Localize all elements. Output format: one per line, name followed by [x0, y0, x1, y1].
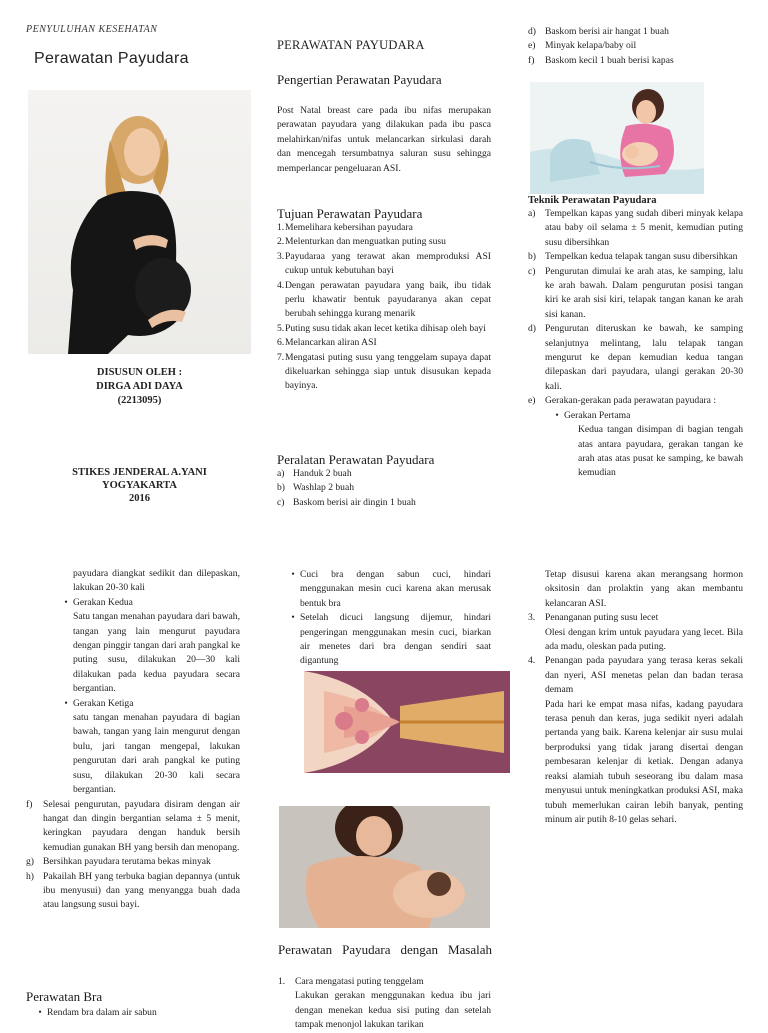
author-name: DIRGA ADI DAYA	[96, 381, 183, 392]
list-item	[277, 481, 491, 495]
pregnant-woman-photo	[28, 90, 251, 354]
problem-title: Penangan pada payudara yang terasa keras sekali dan nyeri, ASI menetas pelan dan badan terasa demam	[545, 655, 743, 696]
list-marker: h)	[26, 870, 34, 882]
problems-heading	[278, 942, 492, 958]
year: 2016	[129, 493, 150, 504]
goals-heading: Tujuan Perawatan Payudara	[277, 206, 423, 221]
definition-text: Post Natal breast care pada ibu nifas merupakan perawatan payudara yang dilakukan pada ibu pasca melahirkan/nifas untuk melancarkan sirkulasi darah dan mencegah tersumbatnya saluran susu sehingga memperlancar pengeluaran ASI.	[277, 105, 491, 174]
list-item-text: Baskom berisi air hangat 1 buah	[545, 26, 669, 37]
problem-item	[528, 654, 743, 697]
list-marker: c)	[528, 265, 536, 277]
problem-item	[278, 975, 491, 989]
problem-text: Olesi dengan krim untuk payudara yang lecet. Bila ada madu, oleskan pada puting.	[545, 626, 743, 653]
list-item-text: Pengurutan diteruskan ke bawah, ke samping selanjutnya melintang, lalu telapak tangan mengurut ke depan kemudian kedua tangan dilepaskan dari payudara, ulangi gerakan 20-30 kali.	[545, 323, 743, 392]
list-item	[528, 25, 744, 39]
list-marker: 4.	[528, 655, 536, 667]
move1-text: Kedua tangan disimpan di bagian tengah atas antara payudara, gerakan tangan ke arah atas atas pusat ke samping, ke bawah kemudian	[578, 424, 743, 479]
list-item	[528, 265, 743, 323]
list-item	[277, 250, 491, 279]
list-marker: 3.	[528, 612, 536, 624]
goals-list	[277, 221, 491, 394]
definition-heading: Pengertian Perawatan Payudara	[277, 72, 442, 87]
list-marker: b)	[277, 482, 285, 494]
move1-text-cont: payudara diangkat sedikit dan dilepaskan, lakukan 20-30 kali	[73, 568, 240, 594]
problems-list-continued	[528, 568, 743, 827]
list-item-text: Melenturkan dan menguatkan puting susu	[285, 236, 446, 248]
list-item	[277, 336, 491, 350]
list-marker: c)	[277, 496, 285, 508]
list-item	[26, 870, 240, 913]
list-marker: e)	[528, 395, 536, 407]
list-item	[277, 467, 491, 481]
list-item-text: Dengan perawatan payudara yang baik, ibu tidak perlu khawatir bentuk payudaranya akan cepat berubah sehingga kurang menarik	[285, 279, 491, 320]
move2-title: Gerakan Kedua	[73, 596, 133, 608]
list-item	[277, 351, 491, 394]
list-item	[528, 54, 744, 68]
list-item	[277, 279, 491, 322]
main-heading: PERAWATAN PAYUDARA	[277, 38, 425, 52]
list-marker: g)	[26, 856, 34, 868]
list-item-text: Tempelkan kedua telapak tangan susu dibersihkan	[545, 251, 738, 263]
list-marker: 1.	[277, 222, 285, 233]
list-item-text: Mengatasi puting susu yang tenggelam supaya dapat dikeluarkan sehingga siap untuk disusukan kepada bayinya.	[285, 351, 491, 392]
list-item	[528, 39, 744, 53]
list-marker: f)	[26, 798, 33, 810]
bullet-icon: •	[64, 596, 68, 608]
author-id: (2213095)	[117, 395, 162, 406]
cover-title: Perawatan Payudara	[34, 50, 189, 67]
bullet-icon: •	[555, 409, 559, 421]
list-marker: d)	[528, 26, 536, 37]
bra-care-item-text: Setelah dicuci langsung dijemur, hindari pengeringan menggunakan mesin cuci, biarkan air menetes dari bra dengan sendiri saat digantung	[300, 612, 491, 667]
tools-list-continued	[528, 25, 744, 68]
bra-care-item	[286, 568, 491, 611]
list-item-text: Melancarkan aliran ASI	[285, 337, 377, 349]
problem-text: Pada hari ke empat masa nifas, kadang payudara terasa penuh dan keras, juga sedikit nyeri adalah pertanda yang baik. Karena kelenjar air susu mulai berproduksi yang tidak jarang disertai dengan pembesaran kelenjar di ketiak. Dengan adanya reaksi alamiah tubuh seseorang ibu dalam masa menyusui untuk meningkatkan produksi ASI, maka tubuh memerlukan cairan lebih banyak, penting minum air putih 8-10 gelas sehari.	[545, 698, 743, 825]
list-item	[528, 322, 743, 394]
list-item-text: Pakailah BH yang terbuka bagian depannya (untuk ibu menyusui) dan yang menyangga buah dada atau langsung susui bayi.	[43, 870, 240, 911]
move3-title: Gerakan Ketiga	[73, 697, 134, 709]
list-item	[277, 235, 491, 249]
list-item	[26, 798, 240, 856]
list-item	[277, 221, 491, 235]
move2-text: Satu tangan menahan payudara dari bawah, tangan yang lain mengurut payudara dengan pinggir tangan dari arah pangkal ke puting susu, dilakukan 20—30 kali dilakukan pada kedua payudara secara bergantian.	[73, 611, 240, 695]
bra-care-item-text: Cuci bra dengan sabun cuci, hindari menggunakan mesin cuci karena akan merusak bentuk bra	[300, 569, 491, 609]
list-marker: b)	[528, 251, 536, 263]
problem2-text-cont: Tetap disusui karena akan merangsang hormon oksitosin dan prolaktin yang akan membantu kelancaran ASI.	[545, 569, 743, 609]
bra-care-item	[33, 1006, 157, 1020]
mother-baby-photo	[279, 806, 490, 928]
list-item-text: Pengurutan dimulai ke arah atas, ke samping, lalu ke arah bawah. Dalam pengurutan posisi tangan kiri ke arah sisi kiri, telapak tangan kanan ke arah sisi kanan.	[545, 265, 743, 320]
list-item-text: Baskom berisi air dingin 1 buah	[293, 496, 416, 508]
list-item-text: Gerakan-gerakan pada perawatan payudara :	[545, 395, 716, 407]
bullet-icon: •	[291, 569, 295, 580]
list-item-text: Puting susu tidak akan lecet ketika dihisap oleh bayi	[285, 322, 486, 334]
list-marker: 5.	[277, 322, 285, 334]
problem-item	[528, 611, 743, 625]
list-item-text: Payudaraa yang terawat akan memproduksi ASI cukup untuk kebutuhan bayi	[285, 250, 491, 277]
list-marker: d)	[528, 323, 536, 335]
problem-text: Lakukan gerakan menggunakan kedua ibu jari dengan menekan kedua sisi puting dan setelah tampak menonjol lakukan tarikan	[295, 990, 491, 1031]
list-marker: 3.	[277, 250, 285, 262]
author-label: DISUSUN OLEH :	[96, 367, 183, 378]
list-marker: 1.	[278, 976, 286, 987]
problems-heading-text: Perawatan Payudara dengan Masalah	[278, 942, 492, 957]
techniques-continued	[26, 567, 240, 913]
list-marker: a)	[277, 468, 285, 479]
bra-care-list	[286, 568, 491, 669]
list-item	[528, 394, 743, 408]
list-marker: 4.	[277, 279, 285, 291]
breast-anatomy-illustration	[304, 671, 510, 773]
problem-title: Cara mengatasi puting tenggelam	[295, 976, 424, 987]
list-item	[528, 250, 743, 264]
list-marker: 6.	[277, 337, 285, 349]
list-item-text: Washlap 2 buah	[293, 482, 355, 494]
list-marker: a)	[528, 208, 536, 219]
list-item-text: Bersihkan payudara terutama bekas minyak	[43, 856, 211, 868]
list-marker: e)	[528, 40, 536, 52]
list-item-text: Baskom kecil 1 buah berisi kapas	[545, 54, 674, 66]
list-item-text: Selesai pengurutan, payudara disiram dengan air hangat dan dingin bergantian selama ± 5 menit, keringkan payudara dengan handuk bersih kemudian gunakan BH yang bersih dan menopang.	[43, 798, 240, 853]
bra-care-item	[286, 611, 491, 669]
school-city: YOGYAKARTA	[102, 480, 177, 491]
bra-care-item-text: Rendam bra dalam air sabun	[47, 1007, 157, 1018]
list-marker: 7.	[277, 351, 285, 363]
list-item-text: Tempelkan kapas yang sudah diberi minyak kelapa atau baby oil selama ± 5 menit, kemudian puting susu dibersihkan	[545, 208, 743, 248]
technique-steps	[528, 207, 743, 481]
list-marker: f)	[528, 54, 535, 66]
list-item	[26, 855, 240, 869]
move3-text: satu tangan menahan payudara di bagian bawah, tangan yang lain mengurut dengan bulu, jari tangan mengepal, lakukan pengurutan dari arah pangkal ke puting susu, dilakukan 20-30 kali secara bergantian.	[73, 712, 240, 796]
list-item-text: Handuk 2 buah	[293, 468, 352, 479]
school-name: STIKES JENDERAL A.YANI	[72, 467, 207, 478]
bullet-icon: •	[38, 1007, 42, 1018]
bra-care-heading: Perawatan Bra	[26, 989, 103, 1004]
list-marker: 2.	[277, 236, 285, 248]
move1-title: Gerakan Pertama	[564, 409, 631, 421]
list-item	[528, 207, 743, 250]
list-item-text: Minyak kelapa/baby oil	[545, 40, 637, 52]
bullet-icon: •	[291, 612, 295, 624]
bullet-icon: •	[64, 697, 68, 709]
list-item	[277, 322, 491, 336]
list-item	[277, 496, 491, 510]
breastfeeding-illustration	[530, 82, 704, 194]
kicker-text: PENYULUHAN KESEHATAN	[26, 24, 158, 35]
list-item-text: Memelihara kebersihan payudara	[285, 222, 413, 233]
problem-title: Penanganan puting susu lecet	[545, 612, 659, 624]
tools-list	[277, 467, 491, 510]
tools-heading: Peralatan Perawatan Payudara	[277, 452, 435, 467]
technique-heading: Teknik Perawatan Payudara	[528, 195, 657, 206]
